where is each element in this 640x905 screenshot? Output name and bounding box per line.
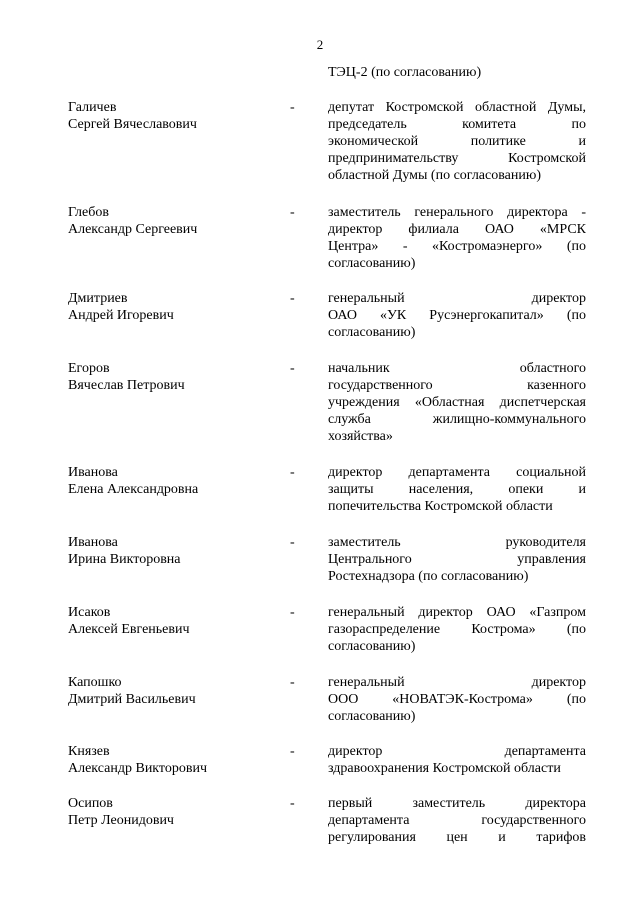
position-line: Центра» - «Костромаэнерго» (по [328, 239, 586, 254]
member-surname: Исаков [68, 605, 111, 620]
member-name [68, 743, 268, 777]
position-line: здравоохранения Костромской области [328, 761, 561, 776]
position-line: предпринимательству Костромской [328, 151, 586, 166]
position-line: газораспределение Кострома» (по [328, 622, 586, 637]
position-line: Центрального управления [328, 552, 586, 567]
member-position [328, 604, 586, 655]
member-given-names: Петр Леонидович [68, 813, 174, 828]
separator-dash: - [290, 744, 295, 759]
member-position [328, 464, 586, 515]
separator-dash: - [290, 291, 295, 306]
position-line: ОАО «УК Русэнергокапитал» (по [328, 308, 586, 323]
position-line: служба жилищно-коммунального [328, 412, 586, 427]
member-surname: Егоров [68, 361, 110, 376]
position-line: экономической политике и [328, 134, 586, 149]
separator-dash: - [290, 535, 295, 550]
separator-dash: - [290, 100, 295, 115]
member-name [68, 204, 268, 238]
position-line: государственного казенного [328, 378, 586, 393]
position-line: областной Думы (по согласованию) [328, 168, 541, 183]
member-given-names: Вячеслав Петрович [68, 378, 185, 393]
separator-dash: - [290, 796, 295, 811]
position-line: директор департамента [328, 744, 586, 759]
position-line: согласованию) [328, 256, 416, 271]
position-line: Ростехнадзора (по согласованию) [328, 569, 529, 584]
position-line: депутат Костромской областной Думы, [328, 100, 586, 115]
separator-dash: - [290, 361, 295, 376]
position-line: начальник областного [328, 361, 586, 376]
position-line: генеральный директор ОАО «Газпром [328, 605, 586, 620]
position-line: заместитель руководителя [328, 535, 586, 550]
member-surname: Глебов [68, 205, 109, 220]
member-position [328, 204, 586, 272]
member-name [68, 604, 268, 638]
member-given-names: Елена Александровна [68, 482, 199, 497]
member-position [328, 743, 586, 777]
position-line: защиты населения, опеки и [328, 482, 586, 497]
member-given-names: Андрей Игоревич [68, 308, 174, 323]
position-line: хозяйства» [328, 429, 393, 444]
member-name [68, 795, 268, 829]
member-position [328, 290, 586, 341]
member-given-names: Александр Сергеевич [68, 222, 198, 237]
member-name [68, 360, 268, 394]
member-position [328, 99, 586, 184]
member-surname: Осипов [68, 796, 113, 811]
position-line: попечительства Костромской области [328, 499, 553, 514]
member-surname: Иванова [68, 465, 118, 480]
member-given-names: Александр Викторович [68, 761, 208, 776]
position-line: первый заместитель директора [328, 796, 586, 811]
position-line: заместитель генерального директора - [328, 205, 586, 220]
member-given-names: Ирина Викторовна [68, 552, 181, 567]
member-position [328, 674, 586, 725]
member-name [68, 464, 268, 498]
position-line: директор департамента социальной [328, 465, 586, 480]
member-surname: Галичев [68, 100, 117, 115]
member-position [328, 534, 586, 585]
member-name [68, 290, 268, 324]
member-given-names: Алексей Евгеньевич [68, 622, 190, 637]
position-line: генеральный директор [328, 291, 586, 306]
member-position [328, 795, 586, 846]
member-given-names: Сергей Вячеславович [68, 117, 197, 132]
continuation-text: ТЭЦ-2 (по согласованию) [328, 65, 482, 80]
member-name [68, 99, 268, 133]
member-surname: Князев [68, 744, 110, 759]
position-line: согласованию) [328, 325, 416, 340]
position-line: регулирования цен и тарифов [328, 830, 586, 845]
position-line: учреждения «Областная диспетчерская [328, 395, 586, 410]
member-name [68, 534, 268, 568]
position-line: директор филиала ОАО «МРСК [328, 222, 586, 237]
separator-dash: - [290, 205, 295, 220]
member-given-names: Дмитрий Васильевич [68, 692, 196, 707]
page-number: 2 [316, 37, 324, 52]
member-name [68, 674, 268, 708]
position-line: ООО «НОВАТЭК-Кострома» (по [328, 692, 586, 707]
position-line: согласованию) [328, 709, 416, 724]
separator-dash: - [290, 465, 295, 480]
position-line: генеральный директор [328, 675, 586, 690]
separator-dash: - [290, 675, 295, 690]
position-line: председатель комитета по [328, 117, 586, 132]
member-surname: Дмитриев [68, 291, 128, 306]
member-surname: Иванова [68, 535, 118, 550]
separator-dash: - [290, 605, 295, 620]
position-line: департамента государственного [328, 813, 586, 828]
position-line: согласованию) [328, 639, 416, 654]
member-surname: Капошко [68, 675, 122, 690]
member-position [328, 360, 586, 445]
